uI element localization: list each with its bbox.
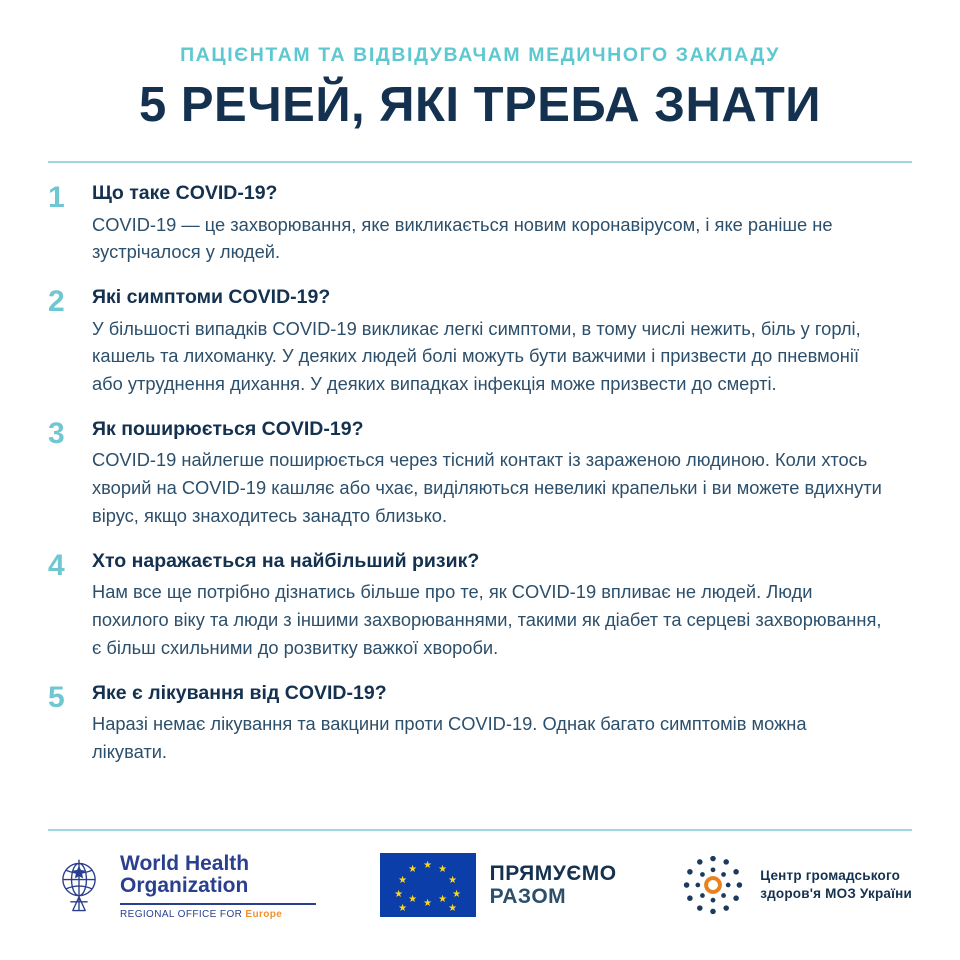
who-region [120, 909, 316, 920]
faq-list [48, 181, 912, 828]
list-item [48, 181, 912, 266]
phc-logo [680, 852, 912, 918]
item-question: Хто наражається на найбільший ризик? [92, 549, 480, 572]
who-wordmark [120, 851, 316, 920]
eu-caption-line2: РАЗОМ [489, 885, 567, 909]
who-name-line2: Organization [120, 874, 249, 898]
phc-wordmark [760, 867, 912, 903]
eu-flag-icon: ★ ★ ★ ★ ★ ★ ★ ★ ★ ★ ★ ★ [380, 853, 476, 917]
item-question: Як поширюється COVID-19? [92, 418, 364, 441]
eu-logo [380, 853, 617, 917]
phc-line2: здоров'я МОЗ України [760, 886, 912, 902]
item-body [92, 417, 912, 530]
item-number: 1 [48, 181, 65, 215]
item-number: 5 [48, 680, 65, 714]
item-number: 4 [48, 548, 65, 582]
item-question: Що таке COVID-19? [92, 182, 278, 205]
item-number: 3 [48, 417, 65, 451]
header-divider [48, 161, 912, 163]
header [48, 0, 912, 133]
footer-divider [48, 829, 912, 831]
item-answer: Нам все ще потрібно дізнатись більше про те, як COVID-19 впливає не людей. Люди похилого віку та люди з іншими захворюваннями, такими як діабет та серцеві захворювання, є більш схильними до розвитку важкої хвороби. [92, 581, 882, 658]
who-region-suffix: Europe [245, 909, 283, 920]
phc-line1: Центр громадського [760, 868, 901, 884]
item-question: Яке є лікування від COVID-19? [92, 681, 387, 704]
item-answer: COVID-19 — це захворювання, яке викликається новим коронавірусом, і яке раніше не зустрічалося у людей. [92, 213, 833, 263]
item-body [92, 285, 912, 398]
list-item [48, 417, 912, 530]
list-item [48, 681, 912, 766]
eu-caption-line1: ПРЯМУЄМО [489, 862, 617, 886]
page-title: 5 РЕЧЕЙ, ЯКІ ТРЕБА ЗНАТИ [139, 78, 821, 133]
list-item [48, 549, 912, 662]
list-item [48, 285, 912, 398]
item-body [92, 549, 912, 662]
item-answer: COVID-19 найлегше поширюється через тісний контакт із зараженою людиною. Коли хтось хворий на COVID-19 кашляє або чхає, виділяються невеликі крапельки і ви можете вдихнути вірус, якщо знаходитесь занадто близько. [92, 449, 882, 526]
item-number: 2 [48, 285, 65, 319]
who-emblem-icon [48, 851, 110, 913]
item-question: Які симптоми COVID-19? [92, 286, 331, 309]
who-region-prefix: REGIONAL OFFICE FOR [120, 909, 246, 920]
eu-caption [490, 862, 617, 908]
phc-emblem-icon [680, 852, 746, 918]
item-body [92, 181, 912, 266]
who-name-line1: World Health [120, 851, 250, 875]
item-body [92, 681, 912, 766]
item-answer: Наразі немає лікування та вакцини проти COVID-19. Однак багато симптомів можна лікувати. [92, 712, 807, 762]
page-kicker: ПАЦІЄНТАМ ТА ВІДВІДУВАЧАМ МЕДИЧНОГО ЗАКЛАДУ [180, 44, 780, 66]
who-logo [48, 851, 316, 920]
footer [48, 851, 912, 960]
who-underline [120, 903, 316, 905]
item-answer: У більшості випадків COVID-19 викликає легкі симптоми, в тому числі нежить, біль у горлі, кашель та лихоманку. У деяких людей болі можуть бути важчими і призвести до пневмонії або утруднення дихання. У деяких випадках інфекція може призвести до смерті. [92, 317, 861, 395]
